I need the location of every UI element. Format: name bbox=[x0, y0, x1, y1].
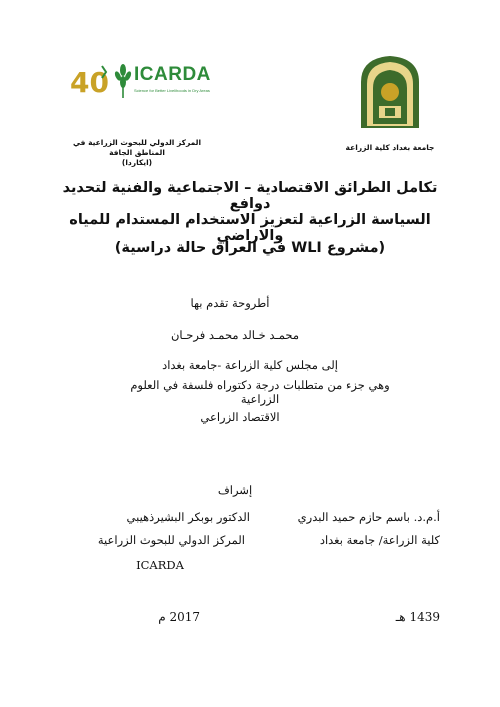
title-line-2: السياسة الزراعية لتعزيز الاستخدام المستدام للمياه والاراضي bbox=[69, 212, 431, 244]
supervisor-1-affiliation: كلية الزراعة/ جامعة بغداد bbox=[319, 533, 440, 547]
icarda-40-anniversary-logo bbox=[68, 62, 112, 100]
icarda-logo bbox=[114, 60, 209, 104]
supervisor-1-name: أ.م.د. باسم حازم حميد البدري bbox=[297, 510, 440, 524]
icarda-wordmark: ICARDA bbox=[134, 64, 211, 85]
supervisor-2-org: ICARDA bbox=[136, 558, 184, 572]
icarda-tagline: Science for Better Livelihoods in Dry Areas bbox=[134, 88, 210, 93]
title-line-1: تكامل الطرائق الاقتصادية – الاجتماعية والفنية لتحديد دوافع bbox=[62, 180, 438, 212]
gregorian-year: 2017 م bbox=[158, 610, 200, 624]
icarda-caption-line2: (ايكاردا) bbox=[121, 158, 153, 167]
baghdad-caption: جامعة بغداد كلية الزراعة bbox=[345, 143, 435, 152]
icarda-caption-line1: المركز الدولي للبحوث الزراعية في المناطق الجافة bbox=[72, 138, 202, 157]
supervisor-2-affiliation: المركز الدولي للبحوث الزراعية bbox=[97, 533, 245, 547]
thesis-by-label: أطروحة تقدم بها bbox=[190, 296, 270, 310]
supervision-heading: إشراف bbox=[217, 483, 253, 497]
anniversary-number: 40 bbox=[70, 66, 109, 99]
title-line-3: (مشروع WLI في العراق حالة دراسية) bbox=[114, 240, 386, 256]
icarda-caption bbox=[62, 138, 212, 168]
supervisor-2-name: الدكتور بوبكر البشيرذهيبي bbox=[126, 510, 250, 524]
partial-fulfillment: وهي جزء من متطلبات درجة دكتوراه فلسفة في العلوم الزراعية bbox=[130, 378, 390, 406]
university-of-baghdad-logo bbox=[355, 52, 425, 132]
hijri-year: 1439 هـ bbox=[395, 610, 440, 624]
department: الاقتصاد الزراعي bbox=[200, 410, 280, 424]
author-name: محمـد خـالد محمـد فرحـان bbox=[170, 328, 300, 342]
submitted-to: إلى مجلس كلية الزراعة -جامعة بغداد bbox=[162, 358, 338, 372]
